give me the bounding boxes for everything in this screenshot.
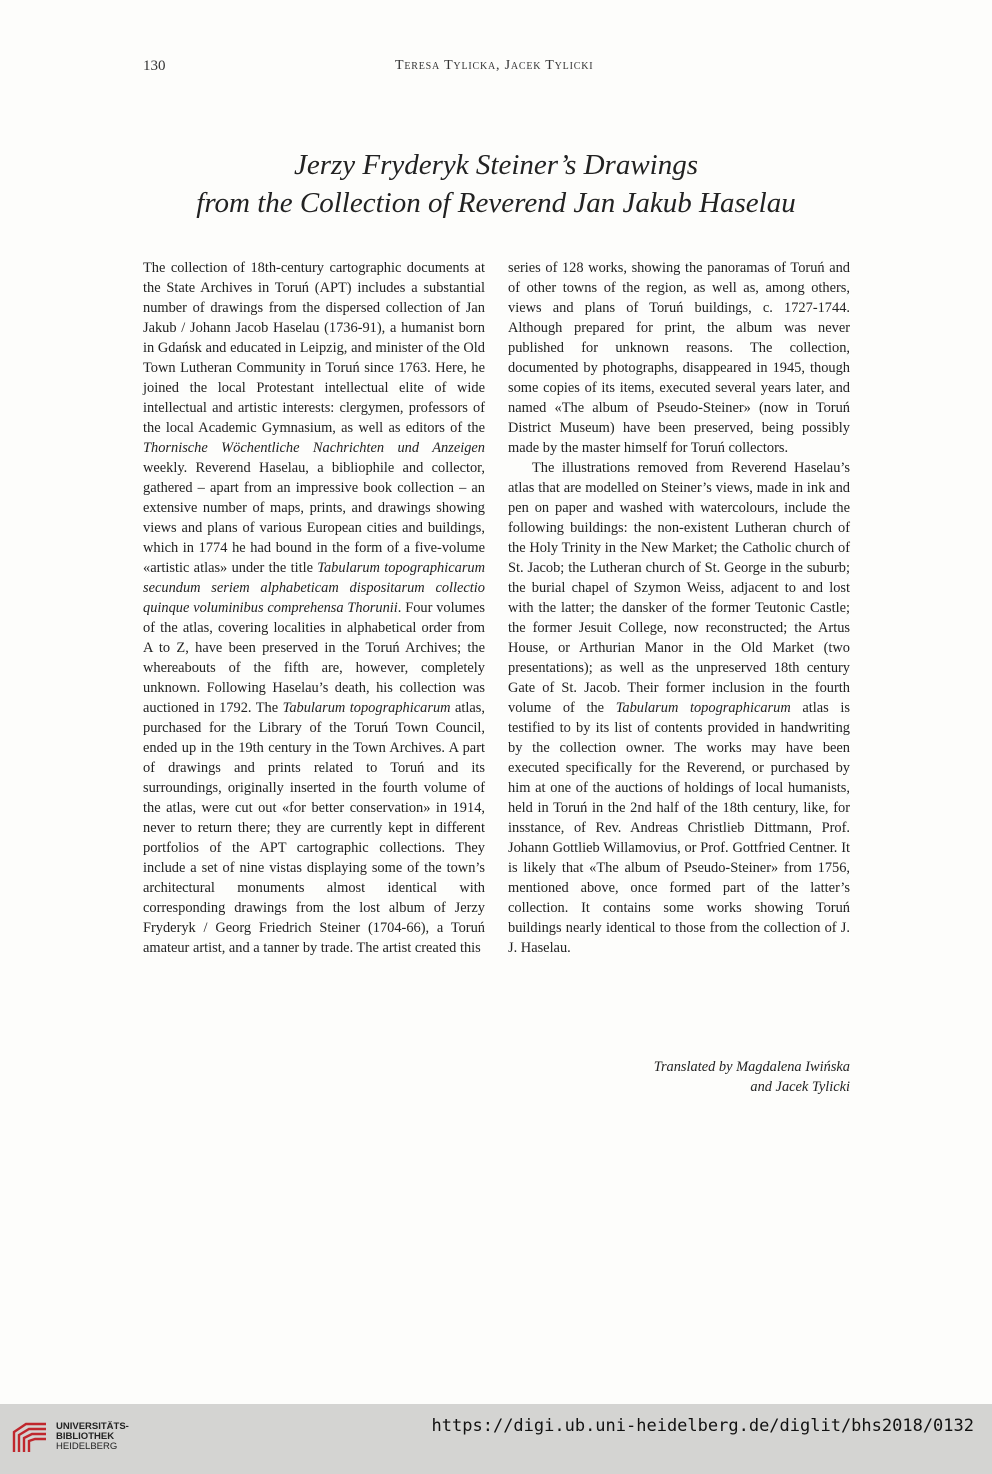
- credit-line-2: and Jacek Tylicki: [750, 1079, 850, 1095]
- title-line-2: from the Collection of Reverend Jan Jakub Haselau: [196, 187, 796, 219]
- right-column: [508, 258, 850, 958]
- italic-title-run: Thornische Wöchentliche Nachrichten und Anzeigen: [143, 440, 485, 456]
- text-run: weekly. Reverend Haselau, a bibliophile and collector, gathered – apart from an impressive book collection – an extensive number of maps, prints, and drawings showing views and plans of various European cities and buildings, which in 1774 he had bound in the form of a five-volume «artistic atlas» under the title: [143, 460, 485, 576]
- paragraph: series of 128 works, showing the panoramas of Toruń and of other towns of the region, as well as, among others, views and plans of Toruń buildings, c. 1727-1744. Although prepared for print, the album was never published for unknown reasons. The collection, documented by photographs, disappeared in 1945, though some copies of its items, executed several years later, and named «The album of Pseudo-Steiner» (now in Toruń District Museum) have been preserved, being possibly made by the master himself for Toruń collectors.: [508, 260, 850, 456]
- library-name: [56, 1422, 129, 1452]
- italic-title-run: Tabularum topographicarum secundum seriem alphabeticam dispositarum collectio quinque voluminibus comprehensa Thorunii: [143, 560, 486, 616]
- paragraph: [143, 258, 485, 958]
- left-column: [143, 258, 485, 958]
- library-name-line-2: BIBLIOTHEK: [56, 1431, 115, 1442]
- italic-title-run: Tabularum topographicarum: [615, 700, 791, 716]
- title-line-1: Jerzy Fryderyk Steiner’s Drawings: [293, 149, 699, 181]
- library-name-line-3: HEIDELBERG: [56, 1441, 118, 1452]
- page-number: 130: [143, 58, 166, 74]
- running-head: Teresa Tylicka, Jacek Tylicki: [395, 58, 594, 73]
- translator-credit: [508, 1057, 850, 1097]
- source-url-link[interactable]: https://digi.ub.uni-heidelberg.de/diglit/bhs2018/0132: [431, 1416, 974, 1436]
- italic-title-run: Tabularum topographicarum: [282, 700, 451, 716]
- text-run: The illustrations removed from Reverend Haselau’s atlas that are modelled on Steiner’s views, made in ink and pen on paper and washed with watercolours, include the following buildings: the non-existent Lutheran church of the Holy Trinity in the New Market; the Catholic church of St. Jacob; the Lutheran church of St. George in the suburb; the burial chapel of Szymon Weiss, adjacent to and lost with the latter; the dansker of the former Teutonic Castle; the former Jesuit College, now reconstructed; the Artus House, or Arthurian Manor in the Old Market (two presentations); as well as the unpreserved 18th century Gate of St. Jacob. Their former inclusion in the fourth volume of the: [508, 460, 850, 716]
- credit-line-1: Translated by Magdalena Iwińska: [653, 1059, 850, 1075]
- text-run: . Four volumes of the atlas, covering localities in alphabetical order from A to Z, have been preserved in the Toruń Archives; the whereabouts of the fifth are, however, completely unknown. Following Haselau’s death, his collection was auctioned in 1792. The: [143, 600, 485, 716]
- footer-bar: [0, 1404, 992, 1474]
- article-title: [100, 146, 892, 222]
- text-run: atlas is testified to by its list of contents provided in handwriting by the collection owner. The works may have been executed specifically for the Reverend, or purchased by him at one of the auctions of holdings of local humanists, held in Toruń in the 2nd half of the 18th century, like, for insstance, of Rev. Andreas Christlieb Dittmann, Prof. Johann Gottlieb Willamovius, or Prof. Gottfried Centner. It is likely that «The album of Pseudo-Steiner» from 1756, mentioned above, once formed part of the latter’s collection. It contains some works showing Toruń buildings nearly identical to those from the collection of J. J. Haselau.: [508, 700, 851, 956]
- library-name-line-1: UNIVERSITÄTS-: [56, 1421, 129, 1432]
- text-run: The collection of 18th-century cartographic documents at the State Archives in Toruń (APT) includes a substantial number of drawings from the dispersed collection of Jan Jakub / Johann Jacob Haselau (1736-91), a humanist born in Gdańsk and educated in Leipzig, and minister of the Old Town Lutheran Community in Toruń since 1763. Here, he joined the local Protestant intellectual elite of wide intellectual and artistic interests: clergymen, professors of the local Academic Gymnasium, as well as editors of the: [143, 260, 485, 436]
- library-logo-icon: [10, 1418, 50, 1458]
- text-run: atlas, purchased for the Library of the Toruń Town Council, ended up in the 19th century in the Town Archives. A part of drawings and prints related to Toruń and its surroundings, originally inserted in the fourth volume of the atlas, were cut out «for better conservation» in 1914, never to return there; they are currently kept in different portfolios of the APT cartographic collections. They include a set of nine vistas displaying some of the town’s architectural monuments almost identical with corresponding drawings from the lost album of Jerzy Fryderyk / Georg Friedrich Steiner (1704-66), a Toruń amateur artist, and a tanner by trade. The artist created this: [143, 700, 486, 956]
- paragraph: [508, 458, 850, 958]
